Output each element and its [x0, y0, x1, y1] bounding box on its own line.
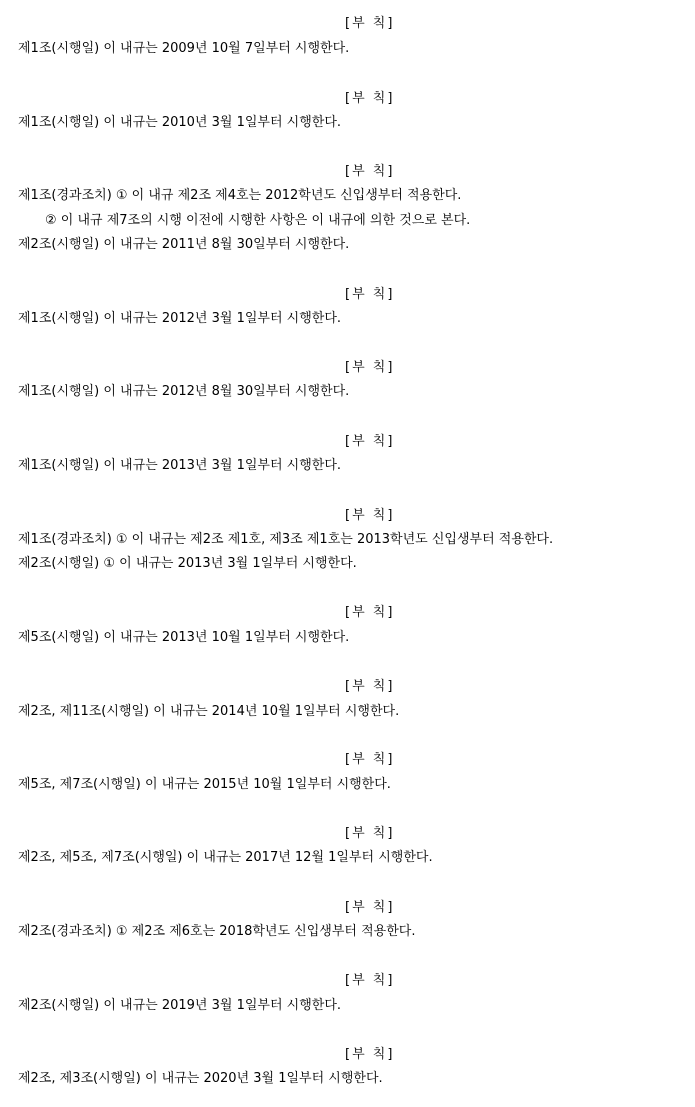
addendum-heading: [부 칙] [345, 605, 395, 620]
addendum-heading: [부 칙] [345, 16, 395, 31]
addendum-heading: [부 칙] [345, 679, 395, 694]
addendum-heading: [부 칙] [345, 287, 395, 302]
article-line: 제1조(시행일) 이 내규는 2010년 3월 1일부터 시행한다. [18, 115, 342, 130]
article-line: 제2조(시행일) 이 내규는 2011년 8월 30일부터 시행한다. [18, 237, 350, 252]
addendum-heading: [부 칙] [345, 360, 395, 375]
article-line: 제1조(시행일) 이 내규는 2012년 3월 1일부터 시행한다. [18, 311, 342, 326]
article-subitem: ② 이 내규 제7조의 시행 이전에 시행한 사항은 이 내규에 의한 것으로 본다. [45, 213, 471, 228]
addendum-heading: [부 칙] [345, 91, 395, 106]
addendum-heading: [부 칙] [345, 973, 395, 988]
article-line: 제1조(시행일) 이 내규는 2013년 3월 1일부터 시행한다. [18, 458, 342, 473]
article-line: 제1조(시행일) 이 내규는 2009년 10월 7일부터 시행한다. [18, 41, 350, 56]
addendum-heading: [부 칙] [345, 900, 395, 915]
article-line: 제1조(경과조치) ① 이 내규는 제2조 제1호, 제3조 제1호는 2013학년도 신입생부터 적용한다. [18, 532, 554, 547]
article-line: 제2조, 제11조(시행일) 이 내규는 2014년 10월 1일부터 시행한다. [18, 704, 400, 719]
article-line: 제2조, 제3조(시행일) 이 내규는 2020년 3월 1일부터 시행한다. [18, 1071, 383, 1086]
addendum-heading: [부 칙] [345, 752, 395, 767]
addendum-heading: [부 칙] [345, 508, 395, 523]
article-line: 제2조(경과조치) ① 제2조 제6호는 2018학년도 신입생부터 적용한다. [18, 924, 416, 939]
addendum-heading: [부 칙] [345, 434, 395, 449]
article-line: 제5조, 제7조(시행일) 이 내규는 2015년 10월 1일부터 시행한다. [18, 777, 391, 792]
article-line: 제1조(시행일) 이 내규는 2012년 8월 30일부터 시행한다. [18, 384, 350, 399]
addendum-heading: [부 칙] [345, 164, 395, 179]
article-line: 제2조, 제5조, 제7조(시행일) 이 내규는 2017년 12월 1일부터 시행한다. [18, 850, 433, 865]
article-line: 제2조(시행일) 이 내규는 2019년 3월 1일부터 시행한다. [18, 998, 342, 1013]
article-line: 제2조(시행일) ① 이 내규는 2013년 3월 1일부터 시행한다. [18, 556, 357, 571]
article-line: 제5조(시행일) 이 내규는 2013년 10월 1일부터 시행한다. [18, 630, 350, 645]
addendum-heading: [부 칙] [345, 1047, 395, 1062]
article-line: 제1조(경과조치) ① 이 내규 제2조 제4호는 2012학년도 신입생부터 적용한다. [18, 188, 462, 203]
addendum-heading: [부 칙] [345, 826, 395, 841]
